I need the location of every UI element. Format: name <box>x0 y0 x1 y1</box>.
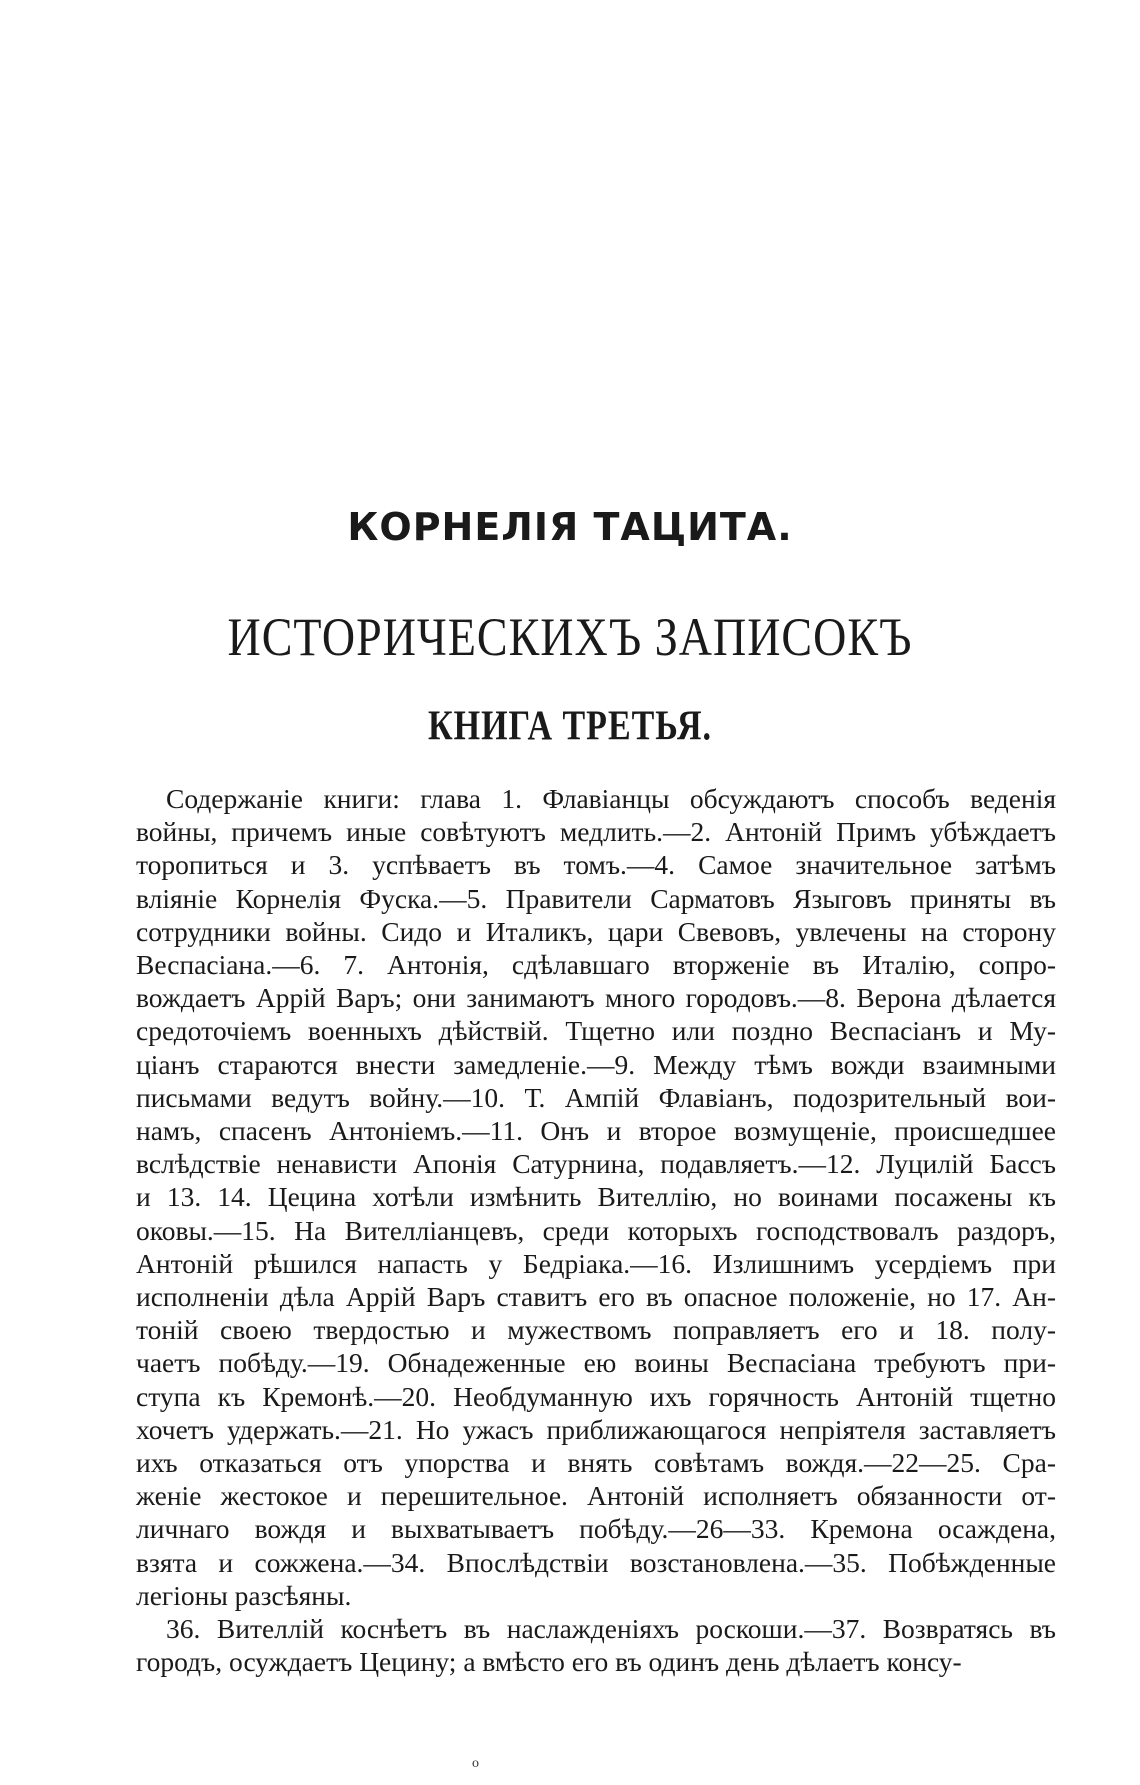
summary-paragraph-2 <box>136 1612 1056 1678</box>
text-line: ціанъ стараются внести замедленіе.—9. Между тѣмъ вожди взаимными <box>136 1048 1056 1080</box>
text-line: ихъ отказаться отъ упорства и внять совѣтамъ вождя.—22—25. Сра- <box>136 1447 1056 1479</box>
text-line: оковы.—15. На Вителліанцевъ, среди которыхъ господствовалъ раздоръ, <box>136 1214 1056 1246</box>
text-line: чаетъ побѣду.—19. Обнадеженные ею воины Веспасіана требуютъ при- <box>136 1347 1056 1379</box>
text-line: взята и сожжена.—34. Впослѣдствіи возстановлена.—35. Побѣжденные <box>136 1546 1056 1578</box>
text-line: Антоній рѣшился напасть у Бедріака.—16. Излишнимъ усердіемъ при <box>136 1247 1056 1279</box>
text-line: письмами ведутъ войну.—10. Т. Ампій Флавіанъ, подозрительный вои- <box>136 1081 1056 1113</box>
author-title: КОРНЕЛІЯ ТАЦИТА. <box>347 505 793 549</box>
text-line: вліяніе Корнелія Фуска.—5. Правители Сарматовъ Языговъ приняты въ <box>136 882 1056 914</box>
text-line: 36. Вителлій коснѣетъ въ наслажденіяхъ роскоши.—37. Возвратясь въ <box>166 1613 1056 1645</box>
text-line: Содержаніе книги: глава 1. Флавіанцы обсуждаютъ способъ веденія <box>166 783 1056 814</box>
text-line: сотрудники войны. Сидо и Италикъ, цари Свевовъ, увлечены на сторону <box>136 915 1056 947</box>
text-line: хочетъ удержать.—21. Но ужасъ приближающагося непріятеля заставляетъ <box>136 1413 1056 1445</box>
text-line: войны, причемъ иные совѣтуютъ медлить.—2. Антоній Примъ убѣждаетъ <box>136 816 1056 848</box>
contents-summary <box>136 782 1056 1678</box>
text-line: тоній своею твердостью и мужествомъ поправляетъ его и 18. полу- <box>136 1314 1056 1346</box>
work-title: ИСТОРИЧЕСКИХЪ ЗАПИСОКЪ <box>227 606 913 667</box>
text-line: исполненіи дѣла Аррій Варъ ставитъ его въ опасное положеніе, но 17. Ан- <box>136 1281 1056 1313</box>
text-line: вождаетъ Аррій Варъ; они занимаютъ много городовъ.—8. Верона дѣлается <box>136 982 1056 1014</box>
text-line: Веспасіана.—6. 7. Антонія, сдѣлавшаго вторженіе въ Италію, сопро- <box>136 949 1056 981</box>
text-line: легіоны разсѣяны. <box>136 1579 352 1611</box>
text-line: городъ, осуждаетъ Цецину; а вмѣсто его въ одинъ день дѣлаетъ консу- <box>136 1646 962 1678</box>
text-line: торопиться и 3. успѣваетъ въ томъ.—4. Самое значительное затѣмъ <box>136 849 1056 881</box>
text-line: женіе жестокое и перешительное. Антоній исполняетъ обязанности от- <box>136 1480 1056 1512</box>
text-line: и 13. 14. Цецина хотѣли измѣнить Вителлію, но воинами посажены къ <box>136 1181 1056 1213</box>
text-line: вслѣдствіе ненависти Апонія Сатурнина, подавляетъ.—12. Луцилій Бассъ <box>136 1148 1056 1180</box>
text-line: ступа къ Кремонѣ.—20. Необдуманную ихъ горячность Антоній тщетно <box>136 1380 1056 1412</box>
summary-paragraph-1 <box>136 782 1056 1612</box>
signature-mark: о <box>472 1756 479 1771</box>
text-line: намъ, спасенъ Антоніемъ.—11. Онъ и второе возмущеніе, происшедшее <box>136 1115 1056 1147</box>
text-line: личнаго вождя и выхватываетъ побѣду.—26—33. Кремона осаждена, <box>136 1513 1056 1545</box>
text-line: средоточіемъ военныхъ дѣйствій. Тщетно или поздно Веспасіанъ и Му- <box>136 1015 1056 1047</box>
book-title: КНИГА ТРЕТЬЯ. <box>427 703 713 750</box>
